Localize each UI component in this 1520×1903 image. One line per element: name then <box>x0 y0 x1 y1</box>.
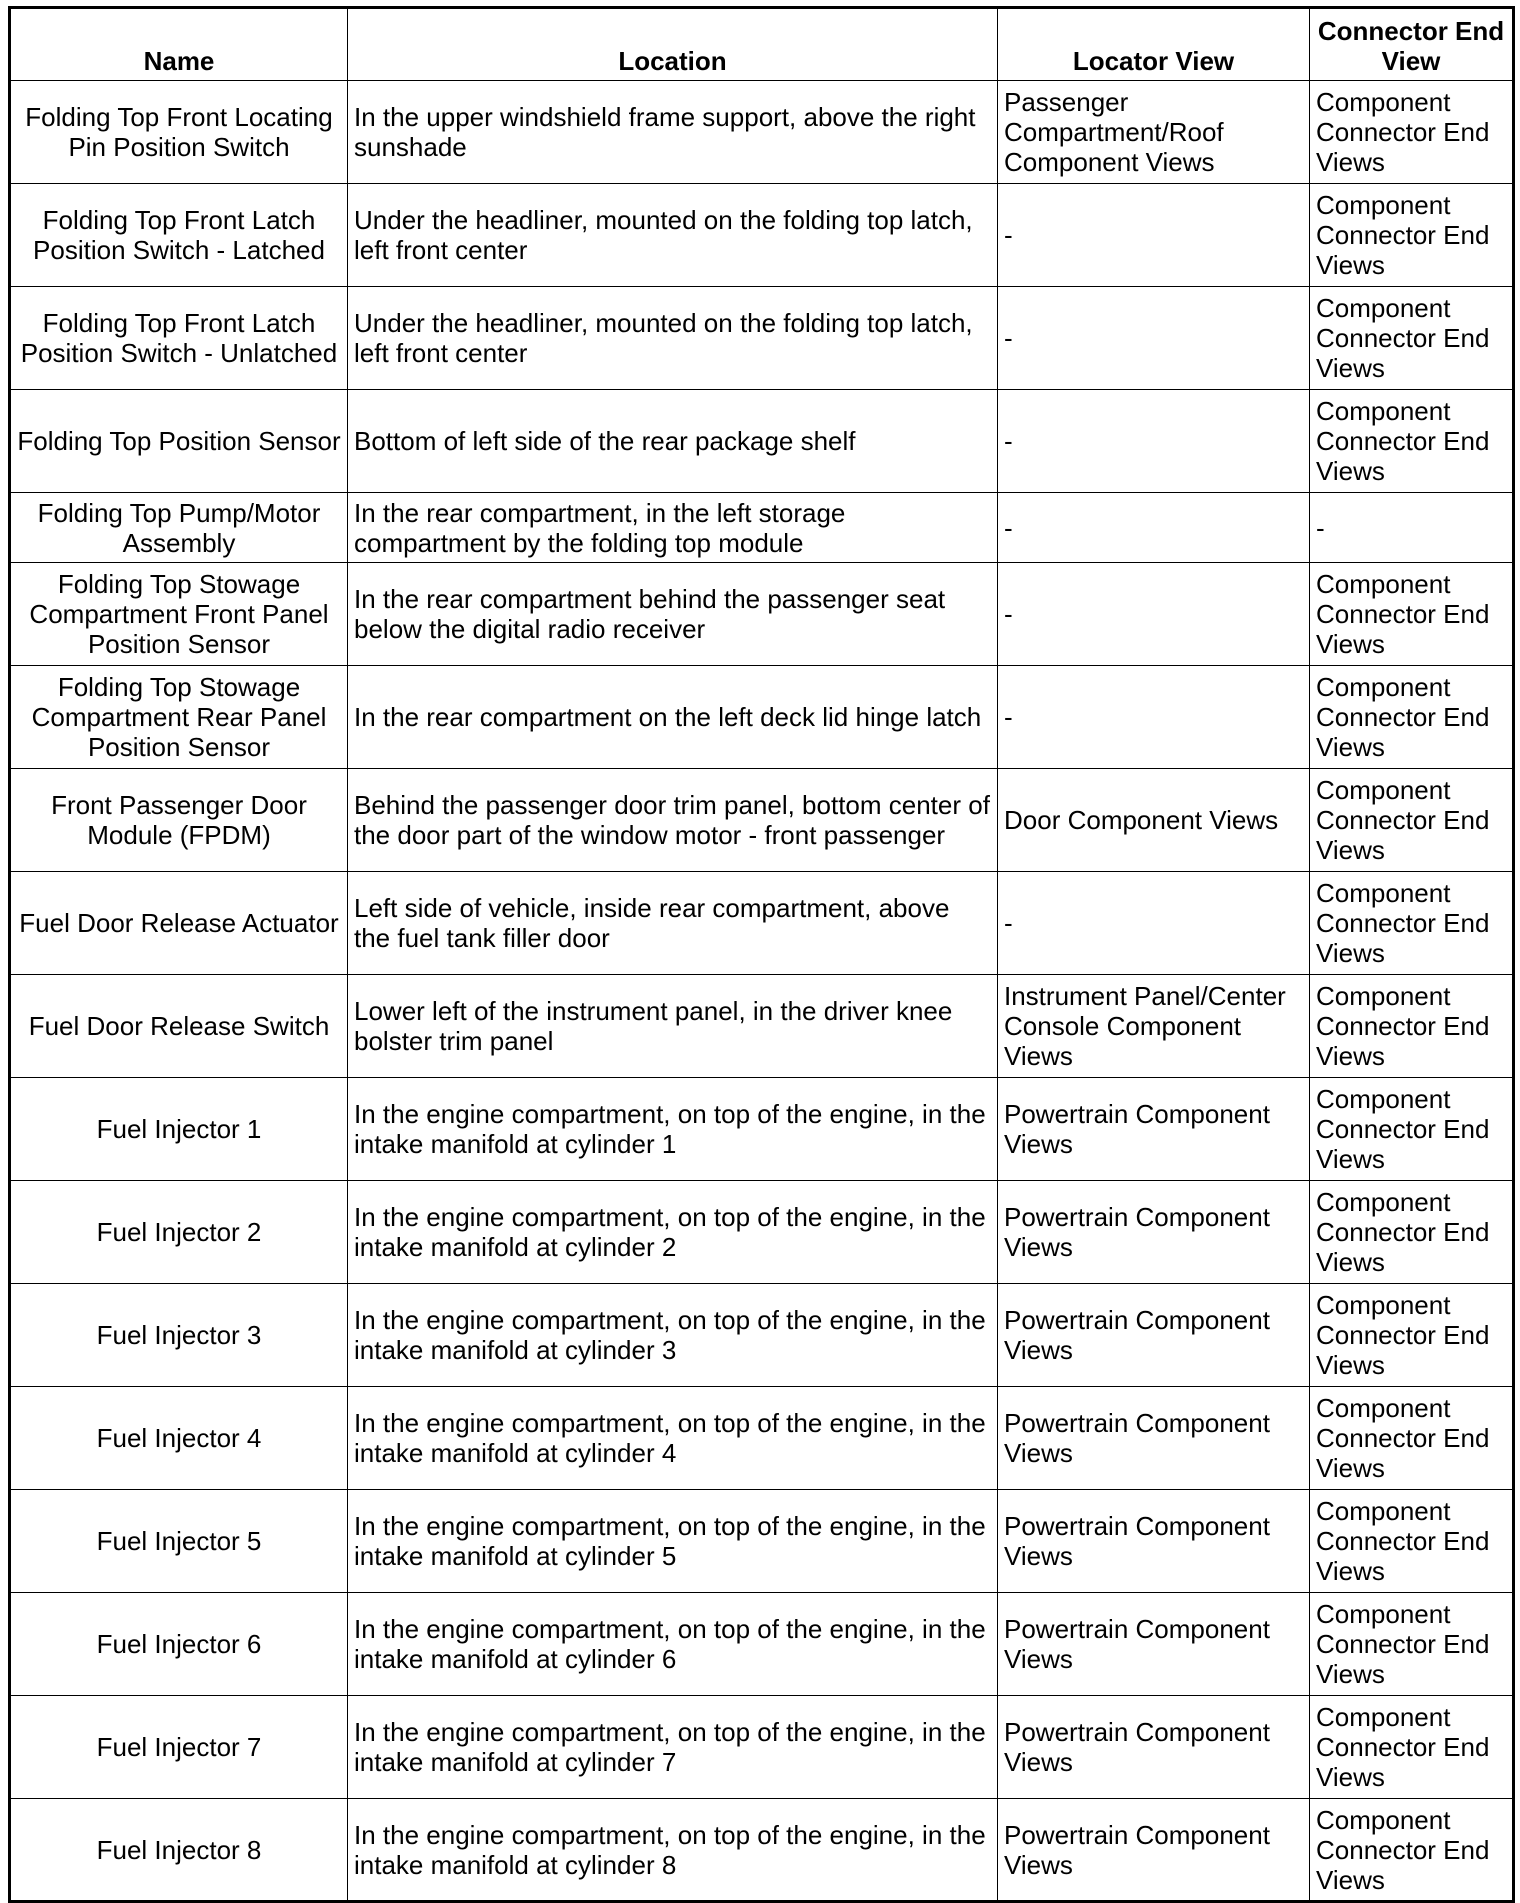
table-row <box>10 1284 1514 1387</box>
header-name: Name <box>10 8 348 81</box>
cell-connector-end-view: Component Connector End Views <box>1310 390 1514 493</box>
cell-name: Fuel Injector 7 <box>10 1696 348 1799</box>
cell-locator-view: - <box>998 390 1310 493</box>
cell-connector-end-view: Component Connector End Views <box>1310 666 1514 769</box>
cell-connector-end-view: Component Connector End Views <box>1310 975 1514 1078</box>
cell-location: In the engine compartment, on top of the engine, in the intake manifold at cylinder 8 <box>348 1799 998 1902</box>
cell-locator-view: Powertrain Component Views <box>998 1490 1310 1593</box>
cell-location: In the upper windshield frame support, above the right sunshade <box>348 81 998 184</box>
cell-name: Fuel Injector 1 <box>10 1078 348 1181</box>
cell-location: In the rear compartment behind the passenger seat below the digital radio receiver <box>348 563 998 666</box>
cell-locator-view: Powertrain Component Views <box>998 1181 1310 1284</box>
cell-locator-view: - <box>998 184 1310 287</box>
cell-connector-end-view: Component Connector End Views <box>1310 769 1514 872</box>
cell-location: In the engine compartment, on top of the engine, in the intake manifold at cylinder 4 <box>348 1387 998 1490</box>
cell-name: Fuel Injector 5 <box>10 1490 348 1593</box>
cell-locator-view: Door Component Views <box>998 769 1310 872</box>
cell-connector-end-view: Component Connector End Views <box>1310 184 1514 287</box>
table-row <box>10 975 1514 1078</box>
cell-location: Under the headliner, mounted on the folding top latch, left front center <box>348 287 998 390</box>
cell-locator-view: - <box>998 493 1310 563</box>
cell-locator-view: Powertrain Component Views <box>998 1078 1310 1181</box>
cell-connector-end-view: Component Connector End Views <box>1310 563 1514 666</box>
table-row <box>10 769 1514 872</box>
header-row <box>10 8 1514 81</box>
cell-connector-end-view: Component Connector End Views <box>1310 1284 1514 1387</box>
cell-connector-end-view: Component Connector End Views <box>1310 1696 1514 1799</box>
table-row <box>10 1490 1514 1593</box>
cell-name: Folding Top Position Sensor <box>10 390 348 493</box>
cell-connector-end-view: Component Connector End Views <box>1310 1387 1514 1490</box>
table-row <box>10 287 1514 390</box>
cell-name: Front Passenger Door Module (FPDM) <box>10 769 348 872</box>
cell-name: Folding Top Front Latch Position Switch - Latched <box>10 184 348 287</box>
cell-locator-view: Passenger Compartment/Roof Component Views <box>998 81 1310 184</box>
cell-name: Fuel Injector 8 <box>10 1799 348 1902</box>
cell-connector-end-view: Component Connector End Views <box>1310 1490 1514 1593</box>
component-locator-table <box>8 6 1515 1903</box>
cell-location: In the engine compartment, on top of the engine, in the intake manifold at cylinder 1 <box>348 1078 998 1181</box>
cell-location: In the engine compartment, on top of the engine, in the intake manifold at cylinder 5 <box>348 1490 998 1593</box>
cell-connector-end-view: Component Connector End Views <box>1310 1181 1514 1284</box>
table-row <box>10 1593 1514 1696</box>
cell-connector-end-view: Component Connector End Views <box>1310 287 1514 390</box>
cell-locator-view: Powertrain Component Views <box>998 1696 1310 1799</box>
cell-location: In the engine compartment, on top of the engine, in the intake manifold at cylinder 7 <box>348 1696 998 1799</box>
cell-locator-view: - <box>998 563 1310 666</box>
cell-connector-end-view: Component Connector End Views <box>1310 872 1514 975</box>
cell-locator-view: Powertrain Component Views <box>998 1284 1310 1387</box>
cell-locator-view: Instrument Panel/Center Console Component Views <box>998 975 1310 1078</box>
cell-connector-end-view: - <box>1310 493 1514 563</box>
table-row <box>10 666 1514 769</box>
cell-location: Left side of vehicle, inside rear compartment, above the fuel tank filler door <box>348 872 998 975</box>
table-row <box>10 184 1514 287</box>
cell-location: In the engine compartment, on top of the engine, in the intake manifold at cylinder 3 <box>348 1284 998 1387</box>
cell-locator-view: - <box>998 287 1310 390</box>
cell-name: Folding Top Front Latch Position Switch - Unlatched <box>10 287 348 390</box>
table-body <box>10 81 1514 1902</box>
cell-locator-view: Powertrain Component Views <box>998 1387 1310 1490</box>
table-row <box>10 1387 1514 1490</box>
cell-location: Under the headliner, mounted on the folding top latch, left front center <box>348 184 998 287</box>
table-row <box>10 81 1514 184</box>
cell-name: Folding Top Front Locating Pin Position Switch <box>10 81 348 184</box>
table-header <box>10 8 1514 81</box>
table-row <box>10 390 1514 493</box>
cell-name: Fuel Door Release Switch <box>10 975 348 1078</box>
header-location: Location <box>348 8 998 81</box>
table-row <box>10 1181 1514 1284</box>
cell-locator-view: - <box>998 666 1310 769</box>
table-row <box>10 563 1514 666</box>
cell-location: In the rear compartment, in the left storage compartment by the folding top module <box>348 493 998 563</box>
cell-location: In the engine compartment, on top of the engine, in the intake manifold at cylinder 6 <box>348 1593 998 1696</box>
table-row <box>10 493 1514 563</box>
cell-name: Fuel Injector 3 <box>10 1284 348 1387</box>
cell-location: In the engine compartment, on top of the engine, in the intake manifold at cylinder 2 <box>348 1181 998 1284</box>
cell-connector-end-view: Component Connector End Views <box>1310 1799 1514 1902</box>
cell-name: Folding Top Stowage Compartment Front Panel Position Sensor <box>10 563 348 666</box>
table-row <box>10 1799 1514 1902</box>
cell-name: Fuel Injector 2 <box>10 1181 348 1284</box>
table-row <box>10 872 1514 975</box>
cell-connector-end-view: Component Connector End Views <box>1310 81 1514 184</box>
cell-location: Bottom of left side of the rear package shelf <box>348 390 998 493</box>
cell-name: Fuel Door Release Actuator <box>10 872 348 975</box>
cell-name: Folding Top Pump/Motor Assembly <box>10 493 348 563</box>
cell-locator-view: Powertrain Component Views <box>998 1799 1310 1902</box>
cell-name: Fuel Injector 6 <box>10 1593 348 1696</box>
cell-location: Behind the passenger door trim panel, bottom center of the door part of the window motor - front passenger <box>348 769 998 872</box>
table-row <box>10 1078 1514 1181</box>
cell-name: Folding Top Stowage Compartment Rear Panel Position Sensor <box>10 666 348 769</box>
header-locator-view: Locator View <box>998 8 1310 81</box>
cell-connector-end-view: Component Connector End Views <box>1310 1593 1514 1696</box>
cell-location: Lower left of the instrument panel, in the driver knee bolster trim panel <box>348 975 998 1078</box>
cell-connector-end-view: Component Connector End Views <box>1310 1078 1514 1181</box>
cell-location: In the rear compartment on the left deck lid hinge latch <box>348 666 998 769</box>
table-row <box>10 1696 1514 1799</box>
header-connector-end-view: Connector End View <box>1310 8 1514 81</box>
cell-locator-view: Powertrain Component Views <box>998 1593 1310 1696</box>
cell-locator-view: - <box>998 872 1310 975</box>
cell-name: Fuel Injector 4 <box>10 1387 348 1490</box>
